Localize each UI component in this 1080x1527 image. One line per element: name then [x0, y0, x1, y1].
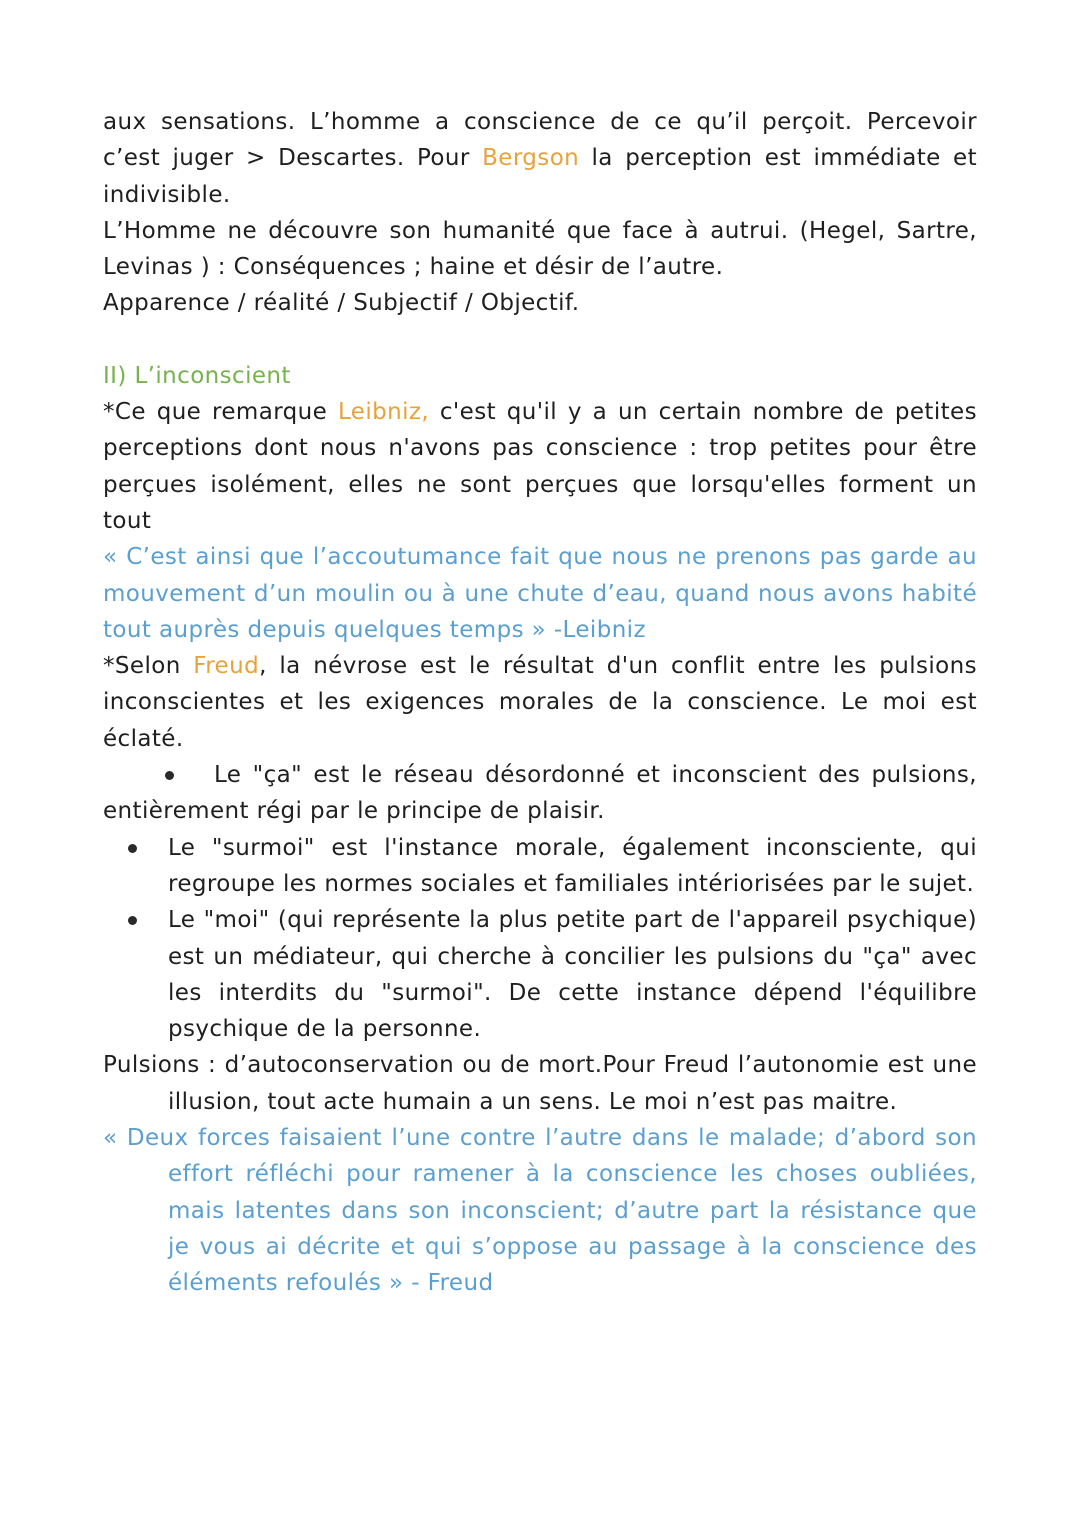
- bullet-surmoi: [103, 830, 977, 903]
- freud-post: , la névrose est le résultat d'un conflit entre les pulsions inconscientes et les exigences morales de la conscience. Le moi est éclaté.: [103, 653, 977, 752]
- intro-text-1: aux sensations. L’homme a conscience de ce qu’il perçoit. Percevoir c’est juger > Descartes. Pour: [103, 109, 977, 172]
- pulsions-paragraph: Pulsions : d’autoconservation ou de mort.Pour Freud l’autonomie est une illusion, tout acte humain a un sens. Le moi n’est pas maitre.: [103, 1052, 977, 1115]
- bullet-moi-text: Le "moi" (qui représente la plus petite part de l'appareil psychique) est un médiateur, qui cherche à concilier les pulsions du "ça" avec les interdits du "surmoi". De cette instance dépend l'équilibre psychique de la personne.: [168, 907, 977, 1043]
- bullet-dot-icon: [128, 916, 137, 925]
- bullet-surmoi-text: Le "surmoi" est l'instance morale, également inconsciente, qui regroupe les normes sociales et familiales intériorisées par le sujet.: [168, 834, 977, 897]
- bullet-moi: [103, 902, 977, 1047]
- leibniz-post: c'est qu'il y a un certain nombre de petites perceptions dont nous n'avons pas conscience : trop petites pour être perçues isolément, elles ne sont perçues que lorsqu'elles forment un tout: [103, 399, 977, 534]
- author-freud: Freud: [193, 653, 260, 680]
- freud-pre: *Selon: [103, 653, 194, 680]
- freud-paragraph: [103, 648, 977, 757]
- quote-freud: « Deux forces faisaient l’une contre l’autre dans le malade; d’abord son effort réfléchi pour ramener à la conscience les choses oubliées, mais latentes dans son inconscient; d’autre part la résistance que je vous ai décrite et qui s’oppose au passage à la conscience des éléments refoulés » - Freud: [103, 1125, 977, 1297]
- bullet-ca: [103, 757, 977, 830]
- intro-paragraph: [103, 104, 977, 213]
- author-leibniz: Leibniz,: [337, 399, 430, 426]
- quote-leibniz: « C’est ainsi que l’accoutumance fait que nous ne prenons pas garde au mouvement d’un moulin ou à une chute d’eau, quand nous avons habité tout auprès depuis quelques temps » -Leibniz: [103, 544, 977, 643]
- apparence-line: Apparence / réalité / Subjectif / Objectif.: [103, 290, 580, 317]
- document-page: [103, 104, 977, 1302]
- leibniz-paragraph: [103, 394, 977, 539]
- bullet-dot-icon: [128, 844, 137, 853]
- section-title-inconscient: II) L’inconscient: [103, 362, 291, 389]
- intro-text-1-end: la perception est immédiate et indivisible.: [103, 145, 978, 208]
- bullet-ca-text: Le "ça" est le réseau désordonné et inconscient des pulsions, entièrement régi par le principe de plaisir.: [103, 762, 977, 825]
- leibniz-pre: *Ce que remarque: [103, 399, 338, 426]
- bullet-dot-icon: [165, 771, 174, 780]
- humanite-paragraph: L’Homme ne découvre son humanité que face à autrui. (Hegel, Sartre, Levinas ) : Conséquences ; haine et désir de l’autre.: [103, 217, 977, 281]
- author-bergson: Bergson: [482, 145, 580, 172]
